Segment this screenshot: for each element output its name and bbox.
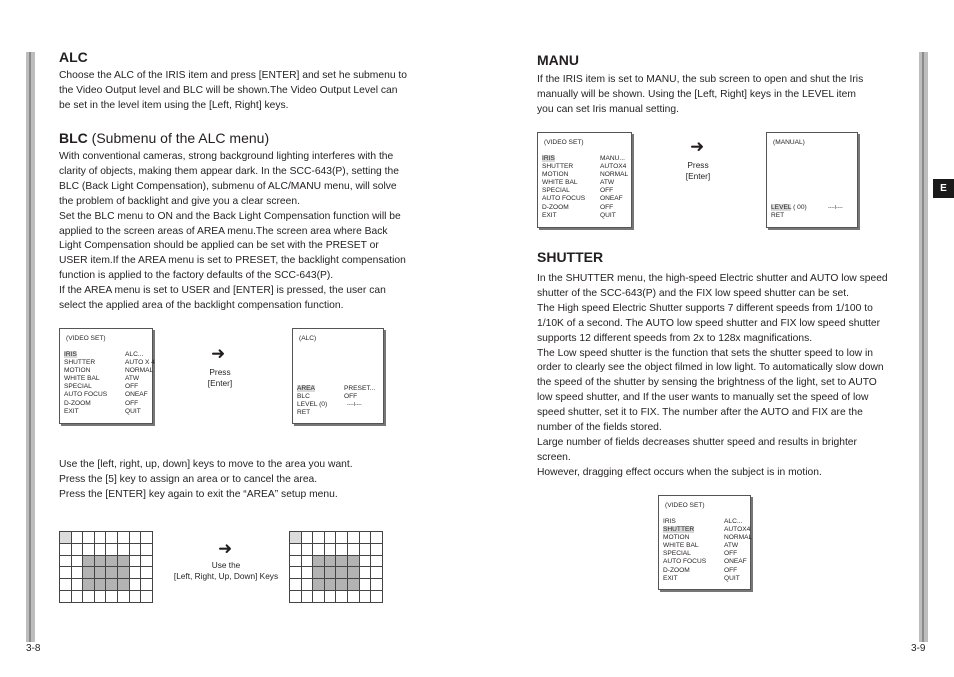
text-line: the speed of the shutter by sensing the brightness of the light, set to AUTO [537, 377, 877, 389]
menu-item: D-ZOOM [542, 203, 569, 211]
menu-row-white-bal [64, 375, 155, 383]
grid-cell[interactable] [72, 579, 84, 591]
page-number-right: 3-9 [911, 643, 926, 654]
grid-cell[interactable] [348, 556, 360, 568]
blc-heading-label: BLC [59, 130, 88, 146]
menu-item: MOTION [542, 171, 569, 179]
menu-item: MOTION [64, 367, 91, 375]
grid-cell[interactable] [313, 591, 325, 603]
text-line: order to clearly see the object filmed in low light. To automatically slow down [537, 362, 884, 374]
menu-value: AUTOX4 [724, 526, 751, 534]
caption-line: Press [687, 160, 709, 170]
menu-value: OFF [724, 566, 738, 574]
use-keys-caption [165, 560, 287, 582]
menu-row-exit [64, 408, 155, 416]
grid-cell[interactable] [360, 544, 372, 556]
menu-item: AUTO FOCUS [663, 558, 707, 566]
text-line: screen. [537, 451, 571, 463]
grid-cell[interactable] [371, 556, 383, 568]
grid-cell[interactable] [141, 532, 153, 544]
menu-row-d-zoom [663, 567, 752, 575]
menu-item-iris: IRIS [64, 351, 77, 358]
menu-item: EXIT [663, 574, 678, 582]
menu-row-exit [663, 575, 752, 583]
menu-row-level [297, 401, 375, 409]
menu-value: OFF [600, 203, 614, 211]
grid-cell[interactable] [336, 556, 348, 568]
grid-cell[interactable] [130, 556, 142, 568]
text-line: manually will be shown. Using the [Left, Right] keys in the LEVEL item [537, 88, 856, 100]
grid-cell[interactable] [106, 591, 118, 603]
menu-value: OFF [125, 383, 139, 391]
section-tab-e: E [933, 179, 954, 198]
menu-value: ATW [125, 375, 140, 383]
menu-value: ONEAF [724, 558, 747, 566]
grid-cell[interactable] [83, 544, 95, 556]
menu-value: OFF [600, 187, 614, 195]
blc-heading-subtitle: (Submenu of the ALC menu) [87, 130, 270, 146]
text-line: If the IRIS item is set to MANU, the sub screen to open and shut the Iris [537, 74, 864, 85]
blc-heading [59, 130, 269, 146]
grid-cell[interactable] [313, 567, 325, 579]
grid-cell[interactable] [325, 591, 337, 603]
area-instructions [59, 458, 439, 503]
menu-value: ATW [600, 179, 615, 187]
shutter-heading: SHUTTER [537, 249, 604, 265]
grid-cell[interactable] [371, 544, 383, 556]
menu-row-iris [663, 518, 752, 526]
menu-row-auto-focus [542, 195, 628, 203]
grid-cell[interactable] [302, 544, 314, 556]
grid-cell[interactable] [141, 556, 153, 568]
text-line: BLC (Back Light Compensation), submenu of ALC/MANU menu, will solve [59, 180, 397, 192]
grid-cell[interactable] [130, 544, 142, 556]
level-bar: ----I---- [347, 402, 362, 409]
text-line: number of the fields stored. [537, 422, 662, 434]
grid-cell[interactable] [95, 532, 107, 544]
menu-value: QUIT [600, 211, 616, 219]
manual-menu-screen [766, 132, 858, 228]
text-line: the Video Output level and BLC will be shown.The Video Output Level can [59, 84, 398, 96]
menu-value: OFF [344, 393, 358, 401]
menu-row-white-bal [663, 542, 752, 550]
menu-item-level: LEVEL [771, 204, 792, 211]
menu-value: OFF [724, 550, 738, 558]
caption-line: Use the [211, 560, 241, 570]
menu-row-motion [542, 171, 628, 179]
grid-cell[interactable] [141, 591, 153, 603]
grid-cell[interactable] [371, 532, 383, 544]
grid-cell[interactable] [106, 544, 118, 556]
text-line: select the applied area of the backlight compensation function. [59, 300, 344, 312]
menu-item: EXIT [542, 211, 557, 219]
grid-cell[interactable] [360, 532, 372, 544]
right-page-gutter [919, 52, 928, 642]
level-bar: ----I---- [828, 205, 843, 211]
text-line: However, dragging effect occurs when the subject is in motion. [537, 466, 822, 478]
text-line: low speed shutter, and If the user wants to manually set the speed of low [537, 392, 869, 404]
grid-cell[interactable] [72, 556, 84, 568]
manu-heading: MANU [537, 52, 579, 68]
menu-item: SPECIAL [542, 187, 570, 195]
grid-cell[interactable] [118, 567, 130, 579]
grid-cell[interactable] [360, 556, 372, 568]
menu-row-special [542, 187, 628, 195]
press-enter-caption [668, 160, 728, 182]
menu-item-area: AREA [297, 385, 315, 392]
menu-item: AUTO FOCUS [64, 391, 108, 399]
grid-cell[interactable] [325, 556, 337, 568]
area-grid-before [59, 531, 153, 603]
menu-title: (ALC) [299, 335, 317, 342]
grid-cell[interactable] [72, 567, 84, 579]
grid-cell[interactable] [325, 532, 337, 544]
menu-value: ALC... [724, 518, 743, 525]
grid-cell[interactable] [325, 579, 337, 591]
menu-value: QUIT [125, 407, 141, 415]
grid-cell[interactable] [130, 567, 142, 579]
grid-cell[interactable] [302, 567, 314, 579]
grid-cell[interactable] [325, 567, 337, 579]
grid-cell[interactable] [290, 591, 302, 603]
menu-row-motion [663, 534, 752, 542]
menu-row-exit [542, 212, 628, 220]
page-number-left: 3-8 [26, 643, 41, 654]
grid-cell[interactable] [95, 579, 107, 591]
text-line: Light Compensation should be applied can be set with the PRESET or [59, 240, 379, 252]
menu-item: D-ZOOM [663, 566, 690, 574]
grid-cell[interactable] [60, 567, 72, 579]
grid-cell[interactable] [118, 532, 130, 544]
grid-cell[interactable] [141, 544, 153, 556]
grid-cell[interactable] [302, 532, 314, 544]
menu-value: ATW [724, 542, 739, 550]
grid-cell[interactable] [83, 556, 95, 568]
menu-value: MANU... [600, 155, 625, 162]
grid-cell[interactable] [118, 544, 130, 556]
left-page-gutter [26, 52, 35, 642]
text-line: speed shutter, set it to FIX. The number after the AUTO and FIX are the [537, 407, 863, 419]
text-line: clarity of objects, making them appear dark. In the SCC-643(P), setting the [59, 165, 399, 177]
menu-value: ONEAF [600, 195, 623, 203]
menu-row-iris [542, 155, 628, 163]
press-enter-caption [190, 367, 250, 389]
alc-menu-screen [292, 328, 384, 424]
menu-row-ret [771, 212, 843, 220]
menu-value: NORMAL [600, 171, 629, 179]
menu-value: AUTO X 4 [125, 359, 155, 367]
text-line: Press the [5] key to assign an area or to cancel the area. [59, 473, 318, 485]
menu-item: SHUTTER [64, 359, 96, 367]
menu-value: QUIT [724, 574, 740, 582]
grid-cell[interactable] [336, 591, 348, 603]
menu-row-shutter [663, 526, 752, 534]
menu-item: LEVEL (0) [297, 401, 328, 409]
menu-item: EXIT [64, 407, 79, 415]
grid-cell[interactable] [130, 579, 142, 591]
grid-cell[interactable] [348, 591, 360, 603]
grid-cell[interactable] [141, 579, 153, 591]
menu-item-shutter: SHUTTER [663, 526, 695, 534]
menu-item: WHITE BAL [542, 179, 578, 187]
text-line: shutter of the SCC-643(P) and the FIX low speed shutter can be set. [537, 287, 849, 299]
menu-value: NORMAL [724, 534, 753, 542]
grid-cell[interactable] [60, 579, 72, 591]
grid-cell[interactable] [371, 579, 383, 591]
grid-cell[interactable] [290, 567, 302, 579]
grid-cell[interactable] [302, 579, 314, 591]
text-line: function is applied to the factory defaults of the SCC-643(P). [59, 270, 334, 282]
video-set-menu-screen-manu [537, 132, 632, 228]
menu-row-motion [64, 367, 155, 375]
arrow-right-icon: ➜ [218, 539, 233, 558]
menu-row-special [64, 383, 155, 391]
menu-item: BLC [297, 393, 310, 401]
text-line: The High speed Electric Shutter supports 7 different speeds from 1/100 to [537, 302, 873, 314]
menu-item: RET [297, 409, 311, 417]
grid-cell[interactable] [348, 532, 360, 544]
text-line: USER item.If the AREA menu is set to PRESET, the backlight compensation [59, 255, 406, 267]
menu-item: IRIS [663, 518, 676, 525]
grid-cell[interactable] [313, 579, 325, 591]
grid-cell[interactable] [348, 544, 360, 556]
video-set-menu-screen [59, 328, 153, 424]
grid-cell[interactable] [313, 532, 325, 544]
grid-cell[interactable] [371, 591, 383, 603]
caption-line: Press [209, 367, 231, 377]
menu-row-d-zoom [542, 204, 628, 212]
caption-line: [Enter] [685, 171, 711, 181]
grid-cell[interactable] [72, 532, 84, 544]
grid-cell[interactable] [118, 591, 130, 603]
menu-row-ret [297, 409, 375, 417]
grid-cell[interactable] [83, 532, 95, 544]
menu-item: SPECIAL [64, 383, 92, 391]
menu-row-blc [297, 393, 375, 401]
text-line: 1/10K of a second. The AUTO low speed shutter and FIX low speed shutter [537, 317, 881, 329]
grid-cell[interactable] [336, 544, 348, 556]
menu-row-level [771, 204, 843, 212]
grid-cell[interactable] [60, 544, 72, 556]
grid-cell[interactable] [95, 556, 107, 568]
grid-cell[interactable] [360, 591, 372, 603]
grid-cell[interactable] [360, 567, 372, 579]
text-line: be set in the level item using the [Left, Right] keys. [59, 99, 289, 111]
menu-value: ONEAF [125, 391, 148, 399]
grid-cell[interactable] [336, 532, 348, 544]
grid-cell[interactable] [60, 532, 72, 544]
manu-paragraph [537, 73, 907, 118]
grid-cell[interactable] [130, 532, 142, 544]
menu-row-auto-focus [64, 391, 155, 399]
menu-title: (MANUAL) [773, 139, 805, 146]
menu-item: WHITE BAL [663, 542, 699, 550]
arrow-right-icon: ➜ [211, 344, 226, 363]
menu-item: WHITE BAL [64, 375, 100, 383]
arrow-right-icon: ➜ [690, 137, 705, 156]
text-line: Use the [left, right, up, down] keys to move to the area you want. [59, 459, 353, 470]
text-line: The Low speed shutter is the function that sets the shutter speed to low in [537, 347, 873, 359]
text-line: the problem of backlight and give you a clear screen. [59, 195, 300, 207]
menu-item: AUTO FOCUS [542, 195, 586, 203]
grid-cell[interactable] [348, 579, 360, 591]
grid-cell[interactable] [106, 532, 118, 544]
grid-cell[interactable] [130, 591, 142, 603]
text-line: you can set Iris manual setting. [537, 103, 679, 115]
grid-cell[interactable] [336, 579, 348, 591]
text-line: Press the [ENTER] key again to exit the “AREA” setup menu. [59, 488, 338, 500]
grid-cell[interactable] [141, 567, 153, 579]
grid-cell[interactable] [348, 567, 360, 579]
grid-cell[interactable] [72, 544, 84, 556]
grid-cell[interactable] [106, 579, 118, 591]
menu-row-shutter [64, 359, 155, 367]
menu-row-white-bal [542, 179, 628, 187]
grid-cell[interactable] [83, 591, 95, 603]
grid-cell[interactable] [95, 544, 107, 556]
menu-item-iris: IRIS [542, 155, 555, 162]
menu-value: PRESET... [344, 385, 376, 392]
menu-row-shutter [542, 163, 628, 171]
area-grid-after [289, 531, 383, 603]
shutter-menu-screen [658, 495, 751, 590]
grid-cell[interactable] [371, 567, 383, 579]
menu-value: OFF [125, 399, 139, 407]
grid-cell[interactable] [106, 567, 118, 579]
grid-cell[interactable] [83, 567, 95, 579]
menu-row-d-zoom [64, 400, 155, 408]
text-line: Choose the ALC of the IRIS item and press [ENTER] and set he submenu to [59, 70, 407, 81]
menu-title: (VIDEO SET) [66, 335, 106, 342]
menu-item: D-ZOOM [64, 399, 91, 407]
grid-cell[interactable] [313, 556, 325, 568]
text-line: Large number of fields decreases shutter speed and results in brighter [537, 436, 857, 448]
menu-row-auto-focus [663, 558, 752, 566]
grid-cell[interactable] [60, 556, 72, 568]
grid-cell[interactable] [290, 532, 302, 544]
menu-item: SHUTTER [542, 163, 574, 171]
text-line: applied to the screen areas of AREA menu.The screen area where Back [59, 225, 388, 237]
menu-row-area [297, 385, 375, 393]
menu-item: RET [771, 212, 785, 220]
grid-cell[interactable] [83, 579, 95, 591]
menu-row-iris [64, 351, 155, 359]
menu-title: (VIDEO SET) [544, 139, 584, 146]
text-line: In the SHUTTER menu, the high-speed Electric shutter and AUTO low speed [537, 273, 888, 284]
grid-cell[interactable] [95, 591, 107, 603]
alc-heading: ALC [59, 49, 88, 65]
shutter-paragraph [537, 272, 912, 481]
grid-cell[interactable] [60, 591, 72, 603]
menu-item: SPECIAL [663, 550, 691, 558]
menu-item: MOTION [663, 534, 690, 542]
text-line: With conventional cameras, strong background lighting interferes with the [59, 151, 394, 162]
menu-value: ALC... [125, 351, 144, 358]
menu-value: AUTOX4 [600, 163, 627, 171]
menu-value: NORMAL [125, 367, 154, 375]
menu-title: (VIDEO SET) [665, 502, 705, 509]
grid-cell[interactable] [313, 544, 325, 556]
caption-line: [Left, Right, Up, Down] Keys [173, 571, 279, 581]
blc-paragraph [59, 150, 439, 314]
text-line: If the AREA menu is set to USER and [ENTER] is pressed, the user can [59, 285, 386, 297]
grid-cell[interactable] [302, 556, 314, 568]
text-line: Set the BLC menu to ON and the Back Light Compensation function will be [59, 210, 401, 222]
grid-cell[interactable] [336, 567, 348, 579]
grid-cell[interactable] [95, 567, 107, 579]
grid-cell[interactable] [106, 556, 118, 568]
grid-cell[interactable] [72, 591, 84, 603]
grid-cell[interactable] [118, 556, 130, 568]
grid-cell[interactable] [302, 591, 314, 603]
caption-line: [Enter] [207, 378, 233, 388]
menu-row-special [663, 550, 752, 558]
alc-paragraph [59, 69, 439, 114]
grid-cell[interactable] [360, 579, 372, 591]
grid-cell[interactable] [290, 556, 302, 568]
text-line: supports 12 different speeds from 2x to 128x magnifications. [537, 332, 813, 344]
grid-cell[interactable] [290, 544, 302, 556]
grid-cell[interactable] [290, 579, 302, 591]
grid-cell[interactable] [118, 579, 130, 591]
menu-value: ( 00) [791, 204, 807, 211]
grid-cell[interactable] [325, 544, 337, 556]
